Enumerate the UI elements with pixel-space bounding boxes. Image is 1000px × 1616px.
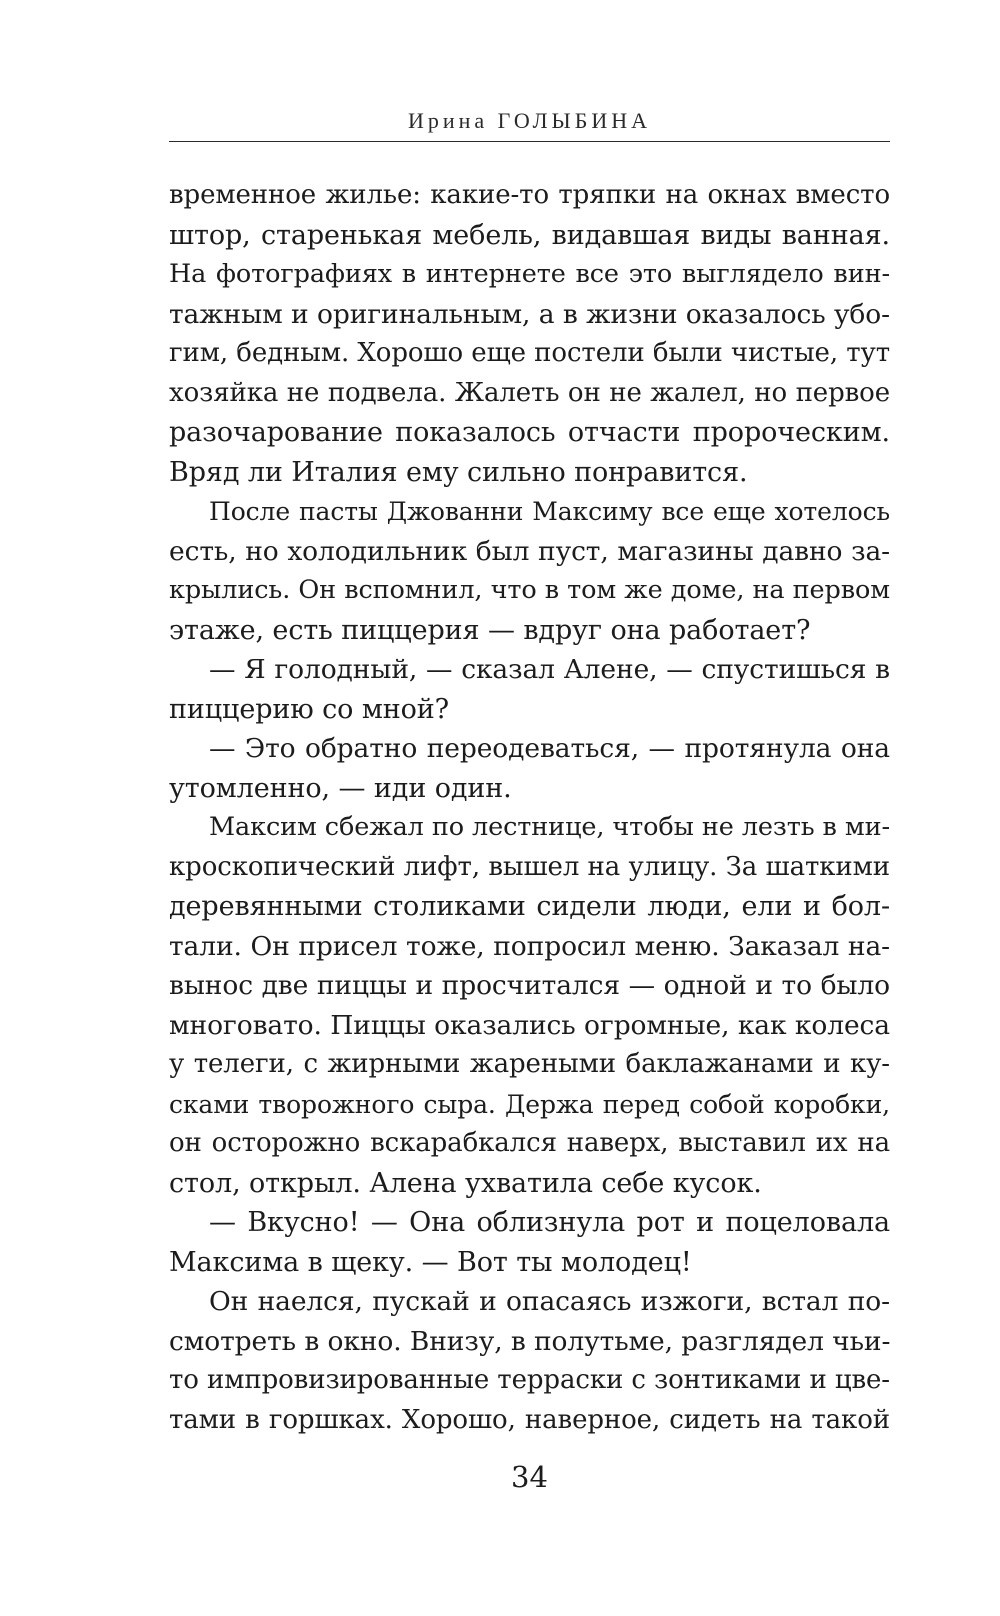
text-line: хозяйка не подвела. Жалеть он не жалел, но первое [169,377,890,408]
text-line: — Я голодный, — сказал Алене, — спустишься в [209,654,890,685]
text-line: есть, но холодильник был пуст, магазины давно за- [169,535,890,567]
text-line: Он наелся, пускай и опасаясь изжоги, встал по- [209,1286,890,1317]
header-rule [169,141,890,142]
text-line: кроскопический лифт, вышел на улицу. За шаткими [169,851,890,882]
text-line: стол, открыл. Алена ухватила себе кусок. [169,1167,762,1199]
text-line: вынос две пиццы и просчитался — одной и то было [169,970,890,1001]
text-line: смотреть в окно. Внизу, в полутьме, разглядел чьи- [169,1325,891,1357]
text-line: штор, старенькая мебель, видавшая виды ванная. [169,219,890,251]
text-line: Максим сбежал по лестнице, чтобы не лезть в ми- [209,812,890,842]
author-last-name: ГОЛЫБИНА [497,108,652,133]
text-line: тали. Он присел тоже, попросил меню. Заказал на- [169,930,890,962]
text-line: На фотографиях в интернете все это выглядело вин- [169,259,890,289]
text-line: он осторожно вскарабкался наверх, выставил их на [169,1128,890,1158]
text-line: пиццерию со мной? [169,693,450,725]
text-line: — Это обратно переодеваться, — протянула она [209,733,890,764]
text-line: у телеги, с жирными жареными баклажанами и ку- [169,1049,890,1079]
text-line: тажным и оригинальным, а в жизни оказалось убо- [169,298,890,330]
text-line: тами в горшках. Хорошо, наверное, сидеть на такой [169,1404,890,1435]
text-line: крылись. Он вспомнил, что в том же доме, на первом [169,575,890,605]
text-line: многовато. Пиццы оказались огромные, как колеса [169,1009,890,1041]
text-line: этаже, есть пиццерия — вдруг она работает? [169,614,811,646]
text-line: деревянными столиками сидели люди, ели и бол- [169,891,890,922]
text-line: сками творожного сыра. Держа перед собой коробки, [169,1089,890,1119]
text-line: утомленно, — иди один. [169,772,512,804]
body-text [169,176,890,1440]
text-line: разочарование показалось отчасти пророческим. [169,417,890,448]
text-line: После пасты Джованни Максиму все еще хотелось [209,497,890,526]
text-line: Вряд ли Италия ему сильно понравится. [169,456,748,488]
running-header [169,108,890,134]
page-number: 34 [511,1460,548,1494]
text-line: Максима в щеку. — Вот ты молодец! [169,1246,692,1278]
text-line: то импровизированные терраски с зонтиками и цве- [169,1365,890,1395]
text-line: временное жилье: какие-то тряпки на окнах вместо [169,180,890,210]
text-line: — Вкусно! — Она облизнула рот и поцеловала [209,1207,890,1238]
text-line: гим, бедным. Хорошо еще постели были чистые, тут [169,338,890,368]
author-first-name: Ирина [407,108,489,133]
